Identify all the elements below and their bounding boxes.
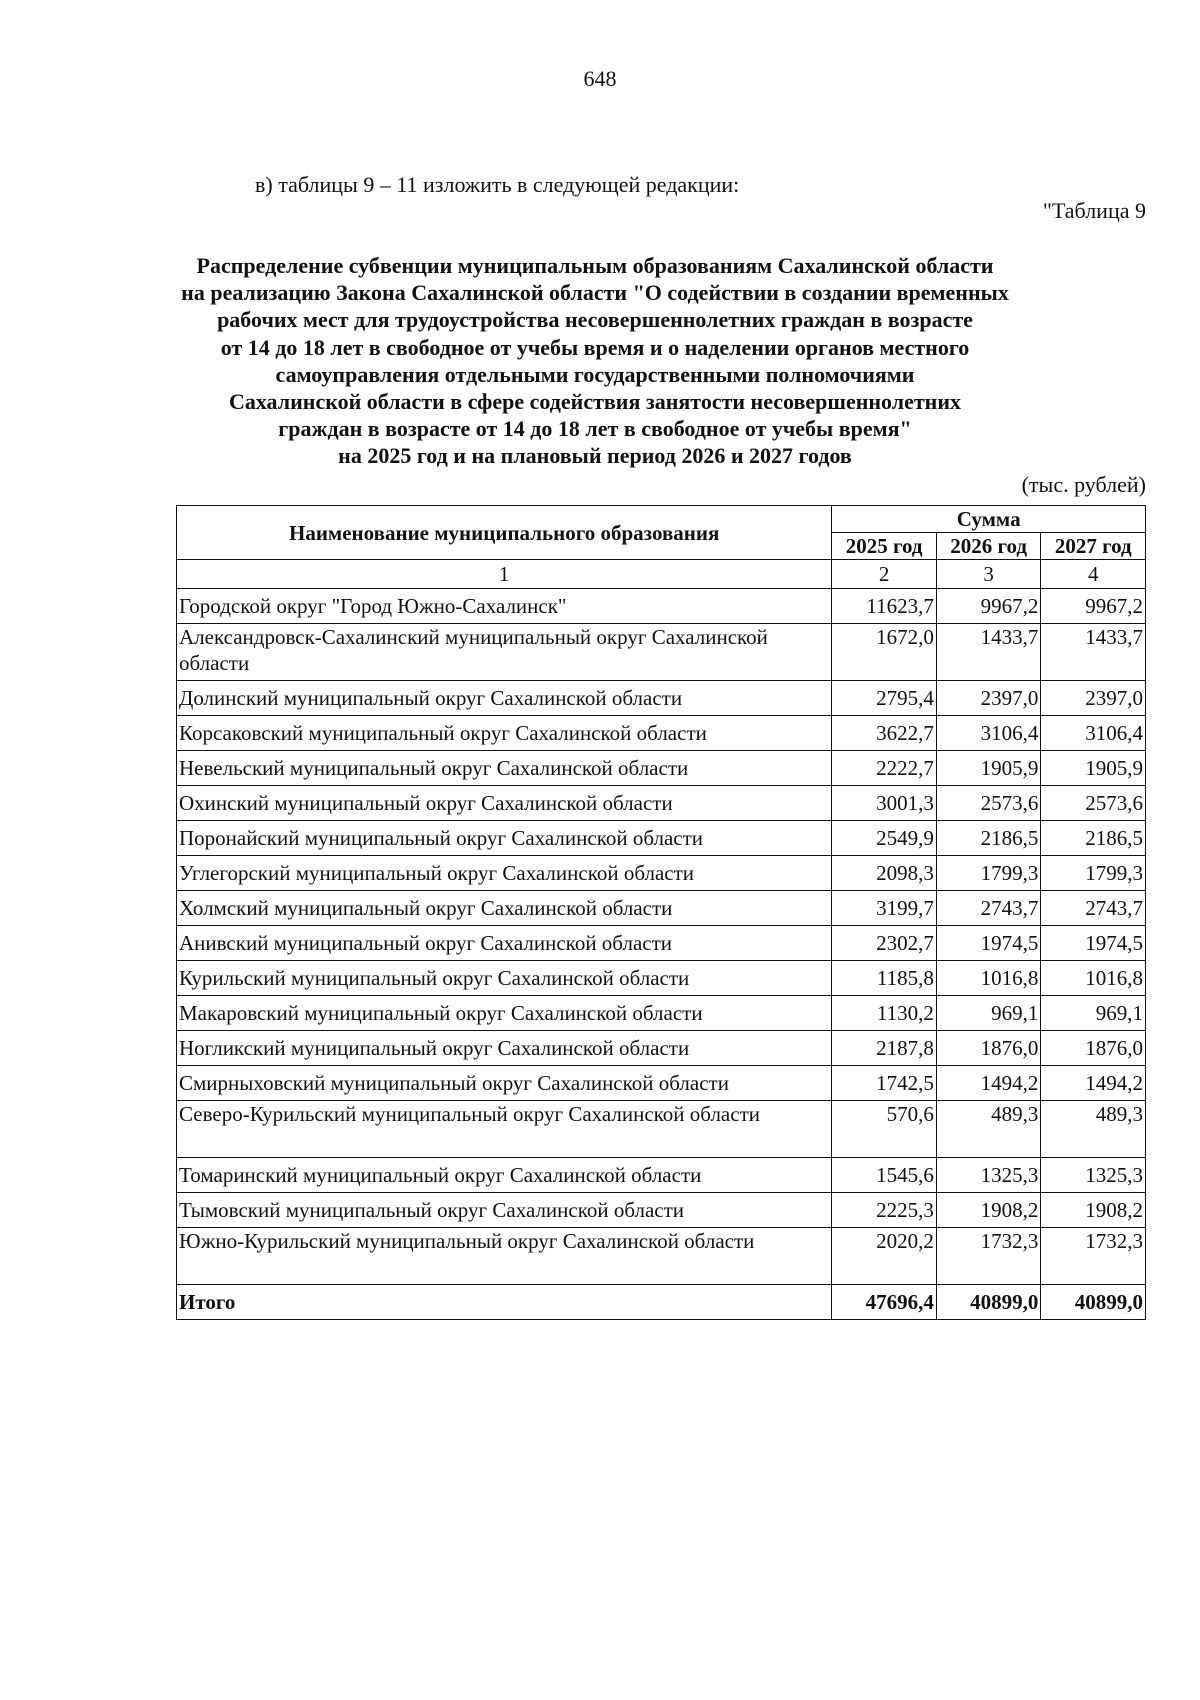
value-2026: 3106,4 [936,716,1041,751]
title-line: Сахалинской области в сфере содействия занятости несовершеннолетних [228,389,962,415]
value-2027: 3106,4 [1041,716,1146,751]
row-name: Анивский муниципальный округ Сахалинской области [177,926,832,961]
header-year-2027: 2027 год [1041,533,1146,560]
value-2025: 2222,7 [832,751,937,786]
column-number: 2 [832,560,937,589]
row-name: Томаринский муниципальный округ Сахалинской области [177,1158,832,1193]
value-2027: 1908,2 [1041,1193,1146,1228]
title-line: на 2025 год и на плановый период 2026 и 2027 годов [338,443,852,469]
row-name: Макаровский муниципальный округ Сахалинской области [177,996,832,1031]
table-row [177,1228,1146,1285]
table-row [177,681,1146,716]
table-row [177,1066,1146,1101]
table-row [177,891,1146,926]
units-label: (тыс. рублей) [1021,472,1146,497]
value-2026: 1433,7 [936,624,1041,681]
value-2027: 2397,0 [1041,681,1146,716]
value-2026: 1016,8 [936,961,1041,996]
value-2026: 2743,7 [936,891,1041,926]
row-name: Невельский муниципальный округ Сахалинской области [177,751,832,786]
title-line: на реализацию Закона Сахалинской области "О содействии в создании временных [181,280,1009,306]
value-2026: 489,3 [936,1101,1041,1158]
table-row [177,996,1146,1031]
value-2027: 1494,2 [1041,1066,1146,1101]
header-name: Наименование муниципального образования [177,506,832,560]
value-2026: 1905,9 [936,751,1041,786]
value-2025: 3622,7 [832,716,937,751]
table-row [177,961,1146,996]
table-row [177,624,1146,681]
value-2025: 1185,8 [832,961,937,996]
value-2027: 1016,8 [1041,961,1146,996]
value-2026: 1732,3 [936,1228,1041,1285]
title-line: рабочих мест для трудоустройства несовершеннолетних граждан в возрасте [217,307,973,333]
value-2025: 3199,7 [832,891,937,926]
table-row [177,821,1146,856]
value-2026: 2573,6 [936,786,1041,821]
value-2026: 1325,3 [936,1158,1041,1193]
row-name: Южно-Курильский муниципальный округ Сахалинской области [177,1228,832,1285]
value-2025: 11623,7 [832,589,937,624]
header-sum: Сумма [832,506,1146,533]
row-name: Углегорский муниципальный округ Сахалинской области [177,856,832,891]
value-2026: 1494,2 [936,1066,1041,1101]
value-2026: 1974,5 [936,926,1041,961]
table-row [177,786,1146,821]
row-name: Долинский муниципальный округ Сахалинской области [177,681,832,716]
table-row [177,1101,1146,1158]
total-2027: 40899,0 [1041,1285,1146,1320]
value-2025: 1545,6 [832,1158,937,1193]
table-row [177,751,1146,786]
value-2025: 2187,8 [832,1031,937,1066]
table-row [177,926,1146,961]
total-2025: 47696,4 [832,1285,937,1320]
value-2027: 969,1 [1041,996,1146,1031]
column-number: 1 [177,560,832,589]
total-row [177,1285,1146,1320]
row-name: Холмский муниципальный округ Сахалинской области [177,891,832,926]
value-2025: 2795,4 [832,681,937,716]
column-number: 4 [1041,560,1146,589]
row-name: Корсаковский муниципальный округ Сахалинской области [177,716,832,751]
row-name: Смирныховский муниципальный округ Сахалинской области [177,1066,832,1101]
value-2026: 9967,2 [936,589,1041,624]
value-2025: 2098,3 [832,856,937,891]
table-title [150,252,1040,470]
intro-text: в) таблицы 9 – 11 изложить в следующей редакции: [255,172,740,197]
subvention-table [176,505,1146,1320]
row-name: Александровск-Сахалинский муниципальный округ Сахалинской области [177,624,832,681]
table-row [177,856,1146,891]
value-2026: 1799,3 [936,856,1041,891]
page-number: 648 [583,66,617,91]
value-2026: 1876,0 [936,1031,1041,1066]
header-year-2026: 2026 год [936,533,1041,560]
value-2025: 2302,7 [832,926,937,961]
row-name: Охинский муниципальный округ Сахалинской области [177,786,832,821]
row-name: Курильский муниципальный округ Сахалинской области [177,961,832,996]
row-name: Городской округ "Город Южно-Сахалинск" [177,589,832,624]
value-2025: 1130,2 [832,996,937,1031]
value-2027: 1876,0 [1041,1031,1146,1066]
value-2026: 2186,5 [936,821,1041,856]
value-2025: 570,6 [832,1101,937,1158]
value-2025: 2020,2 [832,1228,937,1285]
table-row [177,716,1146,751]
row-name: Северо-Курильский муниципальный округ Сахалинской области [177,1101,832,1158]
value-2027: 1732,3 [1041,1228,1146,1285]
value-2026: 969,1 [936,996,1041,1031]
title-line: Распределение субвенции муниципальным образованиям Сахалинской области [196,253,994,278]
value-2027: 1433,7 [1041,624,1146,681]
table-row [177,1193,1146,1228]
title-line: граждан в возрасте от 14 до 18 лет в свободное от учебы время" [278,416,912,442]
value-2027: 1974,5 [1041,926,1146,961]
value-2026: 2397,0 [936,681,1041,716]
value-2026: 1908,2 [936,1193,1041,1228]
value-2027: 2743,7 [1041,891,1146,926]
column-number-row [177,560,1146,589]
header-year-2025: 2025 год [832,533,937,560]
value-2025: 3001,3 [832,786,937,821]
column-number: 3 [936,560,1041,589]
table-row [177,1158,1146,1193]
table-reference: "Таблица 9 [1042,198,1146,223]
value-2027: 1325,3 [1041,1158,1146,1193]
row-name: Ногликский муниципальный округ Сахалинской области [177,1031,832,1066]
value-2027: 1799,3 [1041,856,1146,891]
table-row [177,1031,1146,1066]
value-2025: 2549,9 [832,821,937,856]
table-row [177,589,1146,624]
title-line: самоуправления отдельными государственными полномочиями [275,361,915,387]
value-2027: 2186,5 [1041,821,1146,856]
row-name: Тымовский муниципальный округ Сахалинской области [177,1193,832,1228]
value-2025: 1672,0 [832,624,937,681]
value-2025: 1742,5 [832,1066,937,1101]
total-2026: 40899,0 [936,1285,1041,1320]
value-2027: 489,3 [1041,1101,1146,1158]
value-2027: 2573,6 [1041,786,1146,821]
title-line: от 14 до 18 лет в свободное от учебы время и о наделении органов местного [220,334,970,360]
value-2025: 2225,3 [832,1193,937,1228]
value-2027: 1905,9 [1041,751,1146,786]
row-name: Поронайский муниципальный округ Сахалинской области [177,821,832,856]
total-label: Итого [177,1285,832,1320]
value-2027: 9967,2 [1041,589,1146,624]
